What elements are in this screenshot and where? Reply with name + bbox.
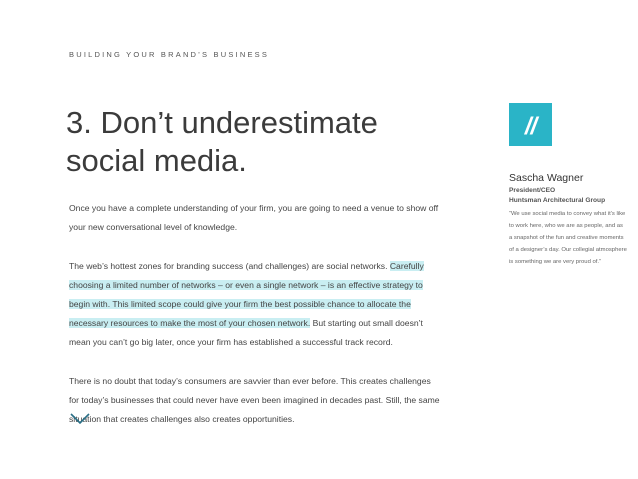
pull-quote: “We use social media to convey what it’s like to work here, who we are as people, and as a snapshot of the fun and creative moments of a designer’s day. Our collegial atmosphere is something we are very proud of.” bbox=[509, 211, 627, 265]
highlighted-passage: Carefully choosing a limited number of networks – or even a single network – is an effective strategy to begin with. This limited scope could give your firm the best possible chance to allocate the necessary resources to make the most of your chosen network. bbox=[69, 260, 424, 329]
paragraph-2-intro: The web’s hottest zones for branding success (and challenges) are social networks. bbox=[69, 260, 390, 271]
section-kicker: BUILDING YOUR BRAND’S BUSINESS bbox=[69, 50, 270, 59]
author-role bbox=[509, 186, 629, 205]
paragraph-2-tail: But starting out small doesn’t mean you can’t go big later, once your firm has established a successful track record. bbox=[69, 318, 423, 348]
author-title: President/CEO bbox=[509, 187, 556, 194]
paragraph-2 bbox=[69, 257, 441, 353]
page-title-line-2: social media. bbox=[66, 143, 247, 178]
body-text bbox=[69, 199, 441, 449]
paragraph-3: There is no doubt that today’s consumers are savvier than ever before. This creates challenges for today’s businesses that could never have even been imagined in decades past. Still, the same situation that creates challenges also creates opportunities. bbox=[69, 375, 440, 425]
page-title bbox=[66, 104, 446, 180]
author-name: Sascha Wagner bbox=[509, 172, 584, 184]
author-company: Huntsman Architectural Group bbox=[509, 196, 606, 204]
quote-mark-icon: // bbox=[509, 103, 552, 146]
chevron-down-icon[interactable] bbox=[70, 413, 90, 425]
page-title-line-1: 3. Don’t underestimate bbox=[66, 105, 378, 140]
paragraph-1: Once you have a complete understanding of your firm, you are going to need a venue to show off your new conversational level of knowledge. bbox=[69, 203, 439, 233]
